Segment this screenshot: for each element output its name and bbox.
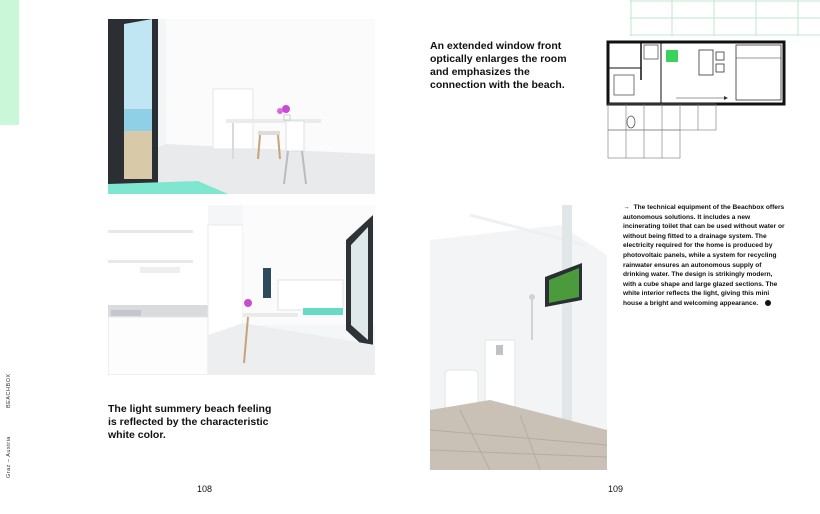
end-bullet-icon xyxy=(765,300,771,306)
photo-bathroom xyxy=(430,205,607,470)
photo-window-front xyxy=(108,19,375,194)
accent-bar xyxy=(0,0,19,125)
arrow-icon: → xyxy=(623,204,630,211)
floor-plan xyxy=(606,40,786,160)
body-paragraph: The technical equipment of the Beachbox offers autonomous solutions. It includes a new incinerating toilet that can be used without water or without being fitted to a drainage system. The electricity required for the home is produced by photovoltaic panels, while a system for recycling rainwater ensures an autonomous supply of drinking water. The design is strikingly modern, with a cube shape and large glazed sections. The white interior reflects the light, giving this mini house a bright and welcoming appearance. xyxy=(623,204,785,307)
photo-kitchen-bed xyxy=(108,205,375,375)
page-number-right: 109 xyxy=(608,484,624,494)
caption-beach-feeling: The light summery beach feeling is reflected by the characteristic white color. xyxy=(108,403,272,441)
grid-decoration xyxy=(630,0,820,36)
spine-project: BEACHBOX xyxy=(6,373,12,408)
page-number-left: 108 xyxy=(197,484,213,494)
body-text xyxy=(623,203,785,309)
caption-window-front: An extended window front optically enlarges the room and emphasizes the connection with the beach. xyxy=(430,40,567,91)
spine-location: Graz – Austria xyxy=(6,436,12,478)
